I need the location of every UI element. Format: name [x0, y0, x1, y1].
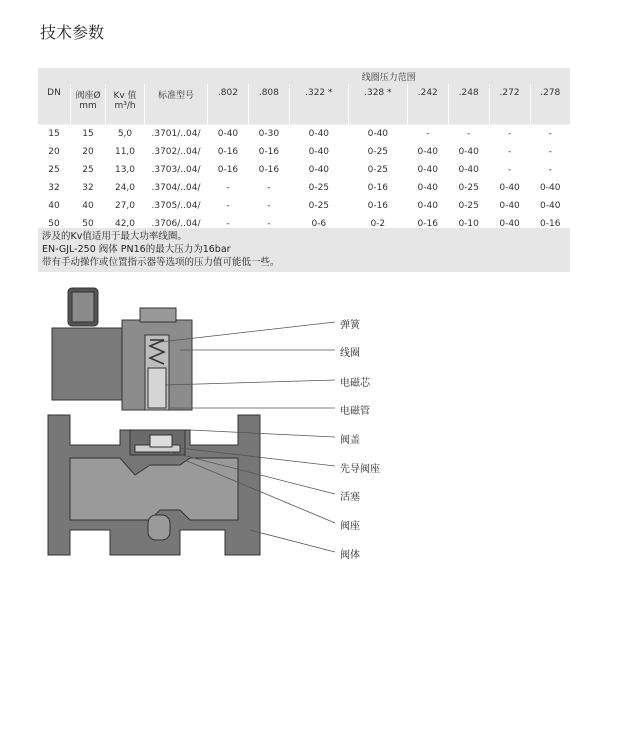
table-cell: 0-10: [448, 215, 489, 233]
col-coil: .328 *: [348, 84, 407, 125]
label-core: 电磁芯: [340, 378, 370, 389]
table-row: [38, 143, 570, 161]
label-body: 阀体: [340, 550, 360, 561]
table-cell: 0-16: [248, 143, 289, 161]
table-cell: 0-16: [530, 215, 570, 233]
table-cell: .3702/..04/: [145, 143, 208, 161]
table-cell: 0-25: [448, 197, 489, 215]
page-title: 技术参数: [40, 23, 105, 42]
table-cell: 0-40: [489, 179, 530, 197]
col-coil: .322 *: [289, 84, 348, 125]
note-line: 带有手动操作或位置指示器等选项的压力值可能低一些。: [42, 257, 280, 268]
label-tube: 电磁管: [340, 406, 370, 417]
table-cell: 42,0: [106, 215, 145, 233]
label-pilot-seat: 先导阀座: [340, 464, 380, 475]
table-cell: 0-40: [289, 125, 348, 143]
table-cell: -: [489, 143, 530, 161]
table-cell: 0-16: [208, 161, 249, 179]
table-cell: -: [248, 197, 289, 215]
table-cell: 0-40: [289, 161, 348, 179]
note-line: EN-GJL-250 阀体 PN16的最大压力为16bar: [42, 244, 231, 255]
table-cell: 25: [38, 161, 71, 179]
table-cell: 0-16: [248, 161, 289, 179]
table-cell: -: [248, 215, 289, 233]
table-cell: 0-16: [348, 179, 407, 197]
col-kv: Kv 值 m³/h: [106, 84, 145, 125]
table-cell: 0-40: [407, 143, 448, 161]
table-cell: -: [407, 125, 448, 143]
table-cell: 0-40: [489, 215, 530, 233]
table-cell: 11,0: [106, 143, 145, 161]
table-cell: 0-40: [530, 179, 570, 197]
table-cell: 0-25: [448, 179, 489, 197]
table-cell: 0-40: [289, 143, 348, 161]
table-cell: 40: [71, 197, 106, 215]
table-cell: 27,0: [106, 197, 145, 215]
table-cell: 24,0: [106, 179, 145, 197]
label-coil: 线圈: [340, 348, 360, 359]
table-cell: -: [248, 179, 289, 197]
table-cell: -: [530, 143, 570, 161]
table-cell: 0-25: [348, 143, 407, 161]
label-piston: 活塞: [340, 492, 360, 503]
label-spring: 弹簧: [340, 320, 360, 331]
table-cell: -: [530, 125, 570, 143]
table-cell: 0-40: [208, 125, 249, 143]
table-cell: .3704/..04/: [145, 179, 208, 197]
table-cell: 32: [71, 179, 106, 197]
table-cell: .3703/..04/: [145, 161, 208, 179]
table-cell: 0-40: [407, 161, 448, 179]
col-model: 标准型号: [145, 84, 208, 125]
col-coil: .278: [530, 84, 570, 125]
table-cell: -: [448, 125, 489, 143]
table-cell: 0-16: [208, 143, 249, 161]
table-cell: 20: [71, 143, 106, 161]
table-row: [38, 197, 570, 215]
table-cell: 15: [38, 125, 71, 143]
col-coil: .272: [489, 84, 530, 125]
table-cell: 0-40: [448, 161, 489, 179]
notes-box: [38, 228, 570, 272]
table-cell: 0-40: [407, 179, 448, 197]
table-cell: 0-40: [407, 197, 448, 215]
table-cell: 0-6: [289, 215, 348, 233]
col-seat: 阀座Ø mm: [71, 84, 106, 125]
table-row: [38, 179, 570, 197]
table-cell: 0-30: [248, 125, 289, 143]
table-cell: -: [208, 179, 249, 197]
table-cell: .3705/..04/: [145, 197, 208, 215]
table-cell: 25: [71, 161, 106, 179]
spec-table: [38, 68, 570, 233]
table-cell: 0-25: [348, 161, 407, 179]
table-cell: -: [208, 215, 249, 233]
table-cell: 5,0: [106, 125, 145, 143]
table-cell: -: [489, 161, 530, 179]
table-cell: 0-40: [489, 197, 530, 215]
group-header: 线圈压力范围: [208, 68, 571, 84]
note-line: 涉及的Kv值适用于最大功率线圈。: [42, 231, 187, 242]
table-cell: 0-16: [348, 197, 407, 215]
table-cell: 13,0: [106, 161, 145, 179]
table-cell: 0-40: [530, 197, 570, 215]
col-coil: .242: [407, 84, 448, 125]
table-cell: -: [489, 125, 530, 143]
table-cell: 0-16: [407, 215, 448, 233]
col-coil: .802: [208, 84, 249, 125]
table-cell: 50: [71, 215, 106, 233]
table-cell: 32: [38, 179, 71, 197]
col-dn: DN: [38, 84, 71, 125]
label-bonnet: 阀盖: [340, 435, 360, 446]
table-cell: 50: [38, 215, 71, 233]
table-cell: .3701/..04/: [145, 125, 208, 143]
table-cell: 0-2: [348, 215, 407, 233]
table-row: [38, 125, 570, 143]
table-cell: 0-25: [289, 197, 348, 215]
table-cell: 0-25: [289, 179, 348, 197]
table-cell: -: [208, 197, 249, 215]
table-cell: 20: [38, 143, 71, 161]
table-row: [38, 161, 570, 179]
table-cell: 0-40: [348, 125, 407, 143]
coil-drawing: [52, 288, 192, 410]
table-cell: 15: [71, 125, 106, 143]
table-cell: 0-40: [448, 143, 489, 161]
table-cell: .3706/..04/: [145, 215, 208, 233]
table-cell: -: [530, 161, 570, 179]
col-coil: .248: [448, 84, 489, 125]
col-coil: .808: [248, 84, 289, 125]
table-cell: 40: [38, 197, 71, 215]
valve-body-drawing: [48, 415, 260, 555]
label-seat: 阀座: [340, 521, 360, 532]
